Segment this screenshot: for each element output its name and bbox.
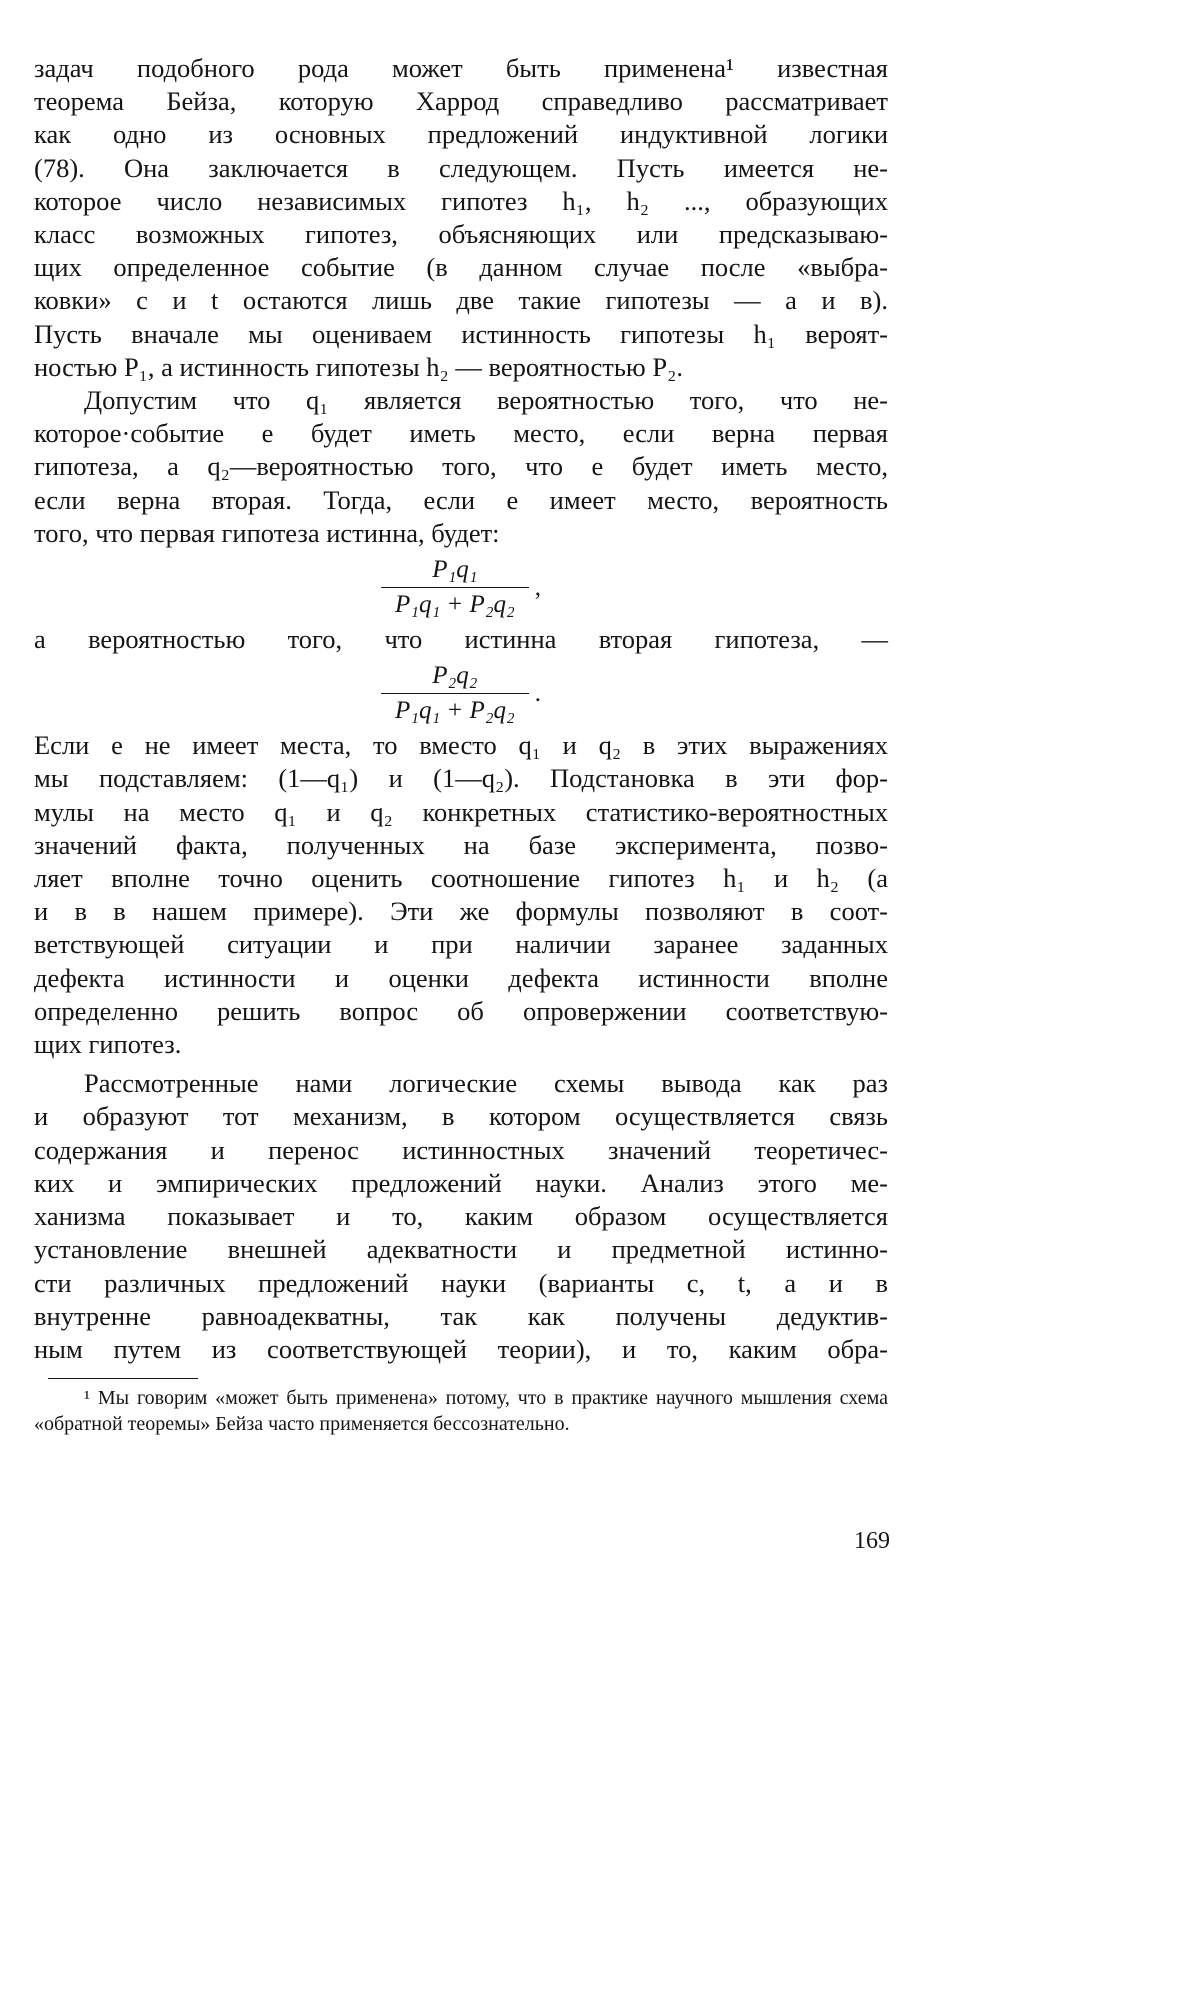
text-line: ляет вполне точно оценить соотношение гипотез h₁ и h₂ (a [34,863,888,894]
text-line: если верна вторая. Тогда, если e имеет место, вероятность [34,484,888,515]
text-line: определенно решить вопрос об опровержении соответствую- [34,995,888,1026]
text-line: задач подобного рода может быть применена¹ известная [34,53,888,83]
text-line: Если e не имеет места, то вместо q₁ и q₂ в этих выражениях [34,730,888,761]
paragraph-2 [34,384,888,550]
text-line: щих определенное событие (в данном случае после «выбра- [34,252,888,283]
text-line: ностью P₁, а истинность гипотезы h₂ — вероятностью P₂. [34,351,683,382]
text-line: и образуют тот механизм, в котором осуществляется связь [34,1101,888,1132]
text-line: сти различных предложений науки (варианты c, t, a и в [34,1267,888,1298]
text-line: которое число независимых гипотез h₁, h₂ ..., образующих [34,185,888,216]
text-line: класс возможных гипотез, объясняющих или предсказываю- [34,219,888,250]
paragraph-1 [34,52,888,384]
paragraph-3 [34,729,888,1061]
formula-punctuation: . [534,679,541,707]
text-line: гипотеза, а q₂—вероятностью того, что e будет иметь место, [34,451,888,482]
footnote: ¹ Мы говорим «может быть применена» потому, что в практике научного мышления схема «обратной теоремы» Бейза часто применяется бессознательно. [34,1387,888,1436]
page-number: 169 [854,1528,890,1554]
text-line: ковки» c и t остаются лишь две такие гипотезы — a и в). [34,285,888,316]
text-line: Допустим что q₁ является вероятностью того, что не- [84,385,888,416]
paragraph-4 [34,1067,888,1366]
text-line: ным путем из соответствующей теории), и то, каким обра- [34,1333,888,1364]
text-line: содержания и перенос истинностных значений теоретичес- [34,1134,888,1165]
text-line: ханизма показывает и то, каким образом осуществляется [34,1201,888,1232]
fraction [381,662,529,725]
text-line: значений факта, полученных на базе эксперимента, позво- [34,829,888,860]
bayes-formula-second-hypothesis [34,662,888,725]
text-line: мулы на место q₁ и q₂ конкретных статистико-вероятностных [34,796,888,827]
text-line: которое·событие e будет иметь место, если верна первая [34,418,888,449]
text-line: того, что первая гипотеза истинна, будет: [34,517,500,548]
fraction-numerator: P₂q₂ [381,662,529,694]
fraction [381,556,529,619]
fraction-numerator: P₁q₁ [381,556,529,588]
text-line: Пусть вначале мы оцениваем истинность гипотезы h₁ вероят- [34,318,888,349]
text-line: ких и эмпирических предложений науки. Анализ этого ме- [34,1167,888,1198]
book-page [34,52,888,1437]
bayes-formula-first-hypothesis [34,556,888,619]
footnote-divider [48,1378,198,1379]
fraction-denominator: P₁q₁ + P₂q₂ [395,591,515,619]
text-line: внутренне равноадекватны, так как получены дедуктив- [34,1300,888,1331]
text-line: как одно из основных предложений индуктивной логики [34,119,888,150]
text-line: теорема Бейза, которую Харрод справедливо рассматривает [34,86,888,117]
text-line: мы подставляем: (1—q₁) и (1—q₂). Подстановка в эти фор- [34,763,888,794]
text-line: (78). Она заключается в следующем. Пусть имеется не- [34,152,888,183]
text-line: и в в нашем примере). Эти же формулы позволяют в соот- [34,896,888,927]
between-formulas-text [34,623,888,656]
fraction-denominator: P₁q₁ + P₂q₂ [395,697,515,725]
text-line: Рассмотренные нами логические схемы вывода как раз [84,1068,888,1099]
text-line: щих гипотез. [34,1029,182,1060]
text-line: дефекта истинности и оценки дефекта истинности вполне [34,962,888,993]
text-line: ветствующей ситуации и при наличии заранее заданных [34,929,888,960]
text-line: установление внешней адекватности и предметной истинно- [34,1234,888,1265]
formula-punctuation: , [534,573,541,601]
text-line: а вероятностью того, что истинна вторая гипотеза, — [34,624,888,655]
